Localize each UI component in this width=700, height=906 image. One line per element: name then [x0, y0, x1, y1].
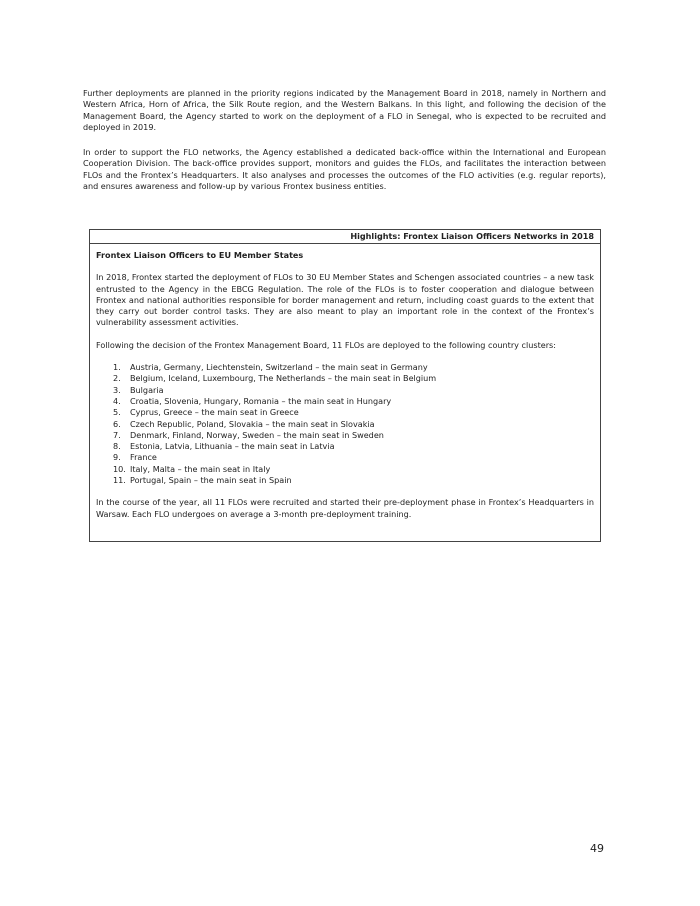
highlights-paragraph-3: In the course of the year, all 11 FLOs were recruited and started their pre-deployment phase in Frontex’s Headquarters in Warsaw. Each FLO undergoes on average a 3-month pre-deployment training.: [96, 497, 594, 519]
highlights-content: [96, 250, 594, 520]
country-cluster-list: [96, 362, 594, 486]
list-item: 9. France: [113, 452, 157, 463]
list-item: 10. Italy, Malta – the main seat in Italy: [113, 463, 271, 474]
highlights-box-header: [90, 230, 600, 244]
highlights-title: Highlights: Frontex Liaison Officers Networks in 2018: [350, 231, 594, 241]
list-item: 1. Austria, Germany, Liechtenstein, Switzerland – the main seat in Germany: [113, 362, 428, 373]
list-item: 3. Bulgaria: [113, 384, 164, 395]
page-number: 49: [590, 842, 604, 855]
list-item: 4. Croatia, Slovenia, Hungary, Romania – the main seat in Hungary: [113, 395, 392, 406]
body-paragraph-2: In order to support the FLO networks, the Agency established a dedicated back-office within the International and European Cooperation Division. The back-office provides support, monitors and guides the FLOs, and facilitates the interaction between FLOs and the Frontex’s Headquarters. It also analyses and processes the outcomes of the FLO activities (e.g. regular reports), and ensures awareness and follow-up by various Frontex business entities.: [83, 147, 606, 191]
list-item: 11. Portugal, Spain – the main seat in Spain: [113, 475, 292, 486]
list-item: 6. Czech Republic, Poland, Slovakia – the main seat in Slovakia: [113, 418, 375, 429]
highlights-paragraph-1: In 2018, Frontex started the deployment of FLOs to 30 EU Member States and Schengen associated countries – a new task entrusted to the Agency in the EBCG Regulation. The role of the FLOs is to foster cooperation and dialogue between Frontex and national authorities responsible for border management and return, including coast guards to the extent that they carry out border control tasks. They are also meant to play an important role in the context of the Frontex’s vulnerability assessment activities.: [96, 272, 594, 328]
list-item: 5. Cyprus, Greece – the main seat in Greece: [113, 407, 299, 418]
highlights-subheading: Frontex Liaison Officers to EU Member States: [96, 250, 304, 260]
list-item: 8. Estonia, Latvia, Lithuania – the main seat in Latvia: [113, 441, 335, 452]
highlights-box: [89, 229, 601, 542]
body-paragraph-1: Further deployments are planned in the priority regions indicated by the Management Board in 2018, namely in Northern and Western Africa, Horn of Africa, the Silk Route region, and the Western Balkans. In this light, and following the decision of the Management Board, the Agency started to work on the deployment of a FLO in Senegal, who is expected to be recruited and deployed in 2019.: [83, 88, 606, 132]
list-item: 7. Denmark, Finland, Norway, Sweden – the main seat in Sweden: [113, 429, 384, 440]
list-item: 2. Belgium, Iceland, Luxembourg, The Netherlands – the main seat in Belgium: [113, 373, 437, 384]
highlights-paragraph-2: Following the decision of the Frontex Management Board, 11 FLOs are deployed to the following country clusters:: [96, 339, 557, 350]
